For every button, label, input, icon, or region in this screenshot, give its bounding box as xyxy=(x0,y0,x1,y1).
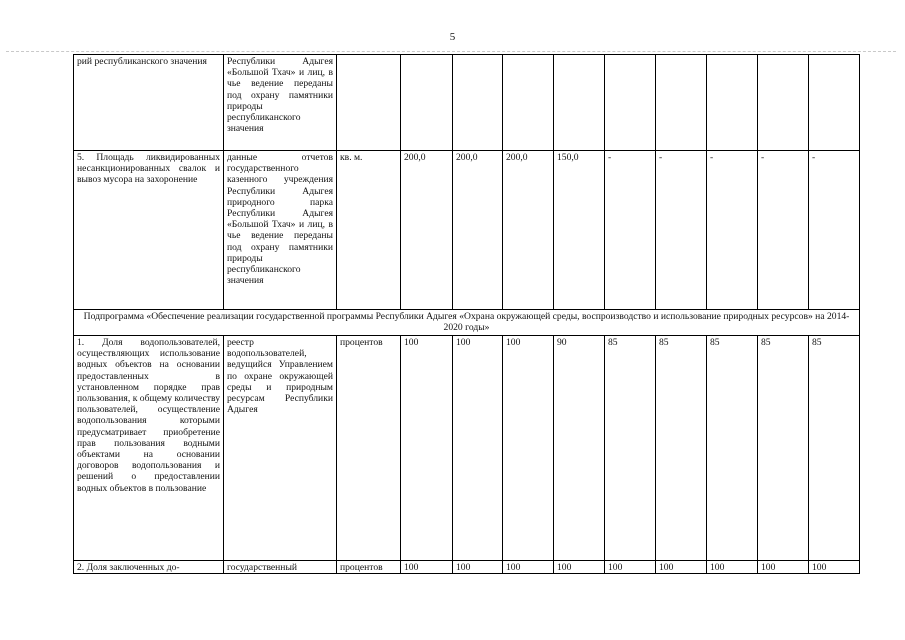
value-cell xyxy=(707,55,758,151)
value-cell: 85 xyxy=(707,336,758,561)
value-cell: 100 xyxy=(503,561,554,574)
page-number: 5 xyxy=(449,31,456,43)
value-cell: 100 xyxy=(809,561,860,574)
value-cell xyxy=(605,55,656,151)
unit-cell: процентов xyxy=(337,336,401,561)
unit-cell xyxy=(337,55,401,151)
data-source-cell: данные отчетов государственного казенного учреждения Республики Адыгея природного парка Республики Адыгея «Большой Тхач» и лиц, в чье ведение переданы под охрану памятники природы республиканского значения xyxy=(224,151,337,310)
value-cell xyxy=(809,55,860,151)
value-cell: - xyxy=(605,151,656,310)
value-cell: 100 xyxy=(401,336,453,561)
subprogram-row xyxy=(74,310,860,336)
value-cell: 100 xyxy=(758,561,809,574)
value-cell xyxy=(503,55,554,151)
value-cell xyxy=(758,55,809,151)
value-cell: 150,0 xyxy=(554,151,605,310)
value-cell: 85 xyxy=(809,336,860,561)
data-source-cell: государственный xyxy=(224,561,337,574)
indicators-table xyxy=(73,54,860,574)
value-cell: 100 xyxy=(453,561,503,574)
value-cell: 100 xyxy=(707,561,758,574)
indicator-name-cell: 1. Доля водопользователей, осуществляющих использование водных объектов на основании предоставленных в установленном порядке прав пользования, к общему количеству пользователей, осуществление водопользования которыми предусматривает приобретение прав пользования водными объектами на основании договоров водопользования и решений о предоставлении водных объектов в пользование xyxy=(74,336,224,561)
indicator-name-cell: 5. Площадь ликвидированных несанкционированных свалок и вывоз мусора на захоронение xyxy=(74,151,224,310)
scan-artifact-line xyxy=(6,51,896,52)
value-cell: - xyxy=(758,151,809,310)
table-row xyxy=(74,55,860,151)
data-source-cell: реестр водопользователей, ведущийся Управлением по охране окружающей среды и природным ресурсам Республики Адыгея xyxy=(224,336,337,561)
subprogram-title: Подпрограмма «Обеспечение реализации государственной программы Республики Адыгея «Охрана окружающей среды, воспроизводство и использование природных ресурсов» на 2014-2020 годы» xyxy=(74,310,860,336)
value-cell: 85 xyxy=(605,336,656,561)
table-row xyxy=(74,151,860,310)
value-cell: 85 xyxy=(656,336,707,561)
value-cell: 100 xyxy=(656,561,707,574)
value-cell: 100 xyxy=(453,336,503,561)
value-cell: 100 xyxy=(503,336,554,561)
value-cell xyxy=(453,55,503,151)
value-cell: - xyxy=(707,151,758,310)
value-cell: 200,0 xyxy=(401,151,453,310)
indicator-name-cell: 2. Доля заключенных до- xyxy=(74,561,224,574)
value-cell xyxy=(554,55,605,151)
table-row xyxy=(74,336,860,561)
table-row xyxy=(74,561,860,574)
indicator-name-cell: рий республиканского значения xyxy=(74,55,224,151)
value-cell: 200,0 xyxy=(453,151,503,310)
value-cell: 85 xyxy=(758,336,809,561)
unit-cell: процентов xyxy=(337,561,401,574)
value-cell: - xyxy=(656,151,707,310)
unit-cell: кв. м. xyxy=(337,151,401,310)
value-cell xyxy=(401,55,453,151)
value-cell: 100 xyxy=(554,561,605,574)
value-cell: 100 xyxy=(605,561,656,574)
value-cell: 200,0 xyxy=(503,151,554,310)
value-cell: 100 xyxy=(401,561,453,574)
data-source-cell: Республики Адыгея «Большой Тхач» и лиц, в чье ведение переданы под охрану памятники природы республиканского значения xyxy=(224,55,337,151)
value-cell xyxy=(656,55,707,151)
value-cell: - xyxy=(809,151,860,310)
value-cell: 90 xyxy=(554,336,605,561)
